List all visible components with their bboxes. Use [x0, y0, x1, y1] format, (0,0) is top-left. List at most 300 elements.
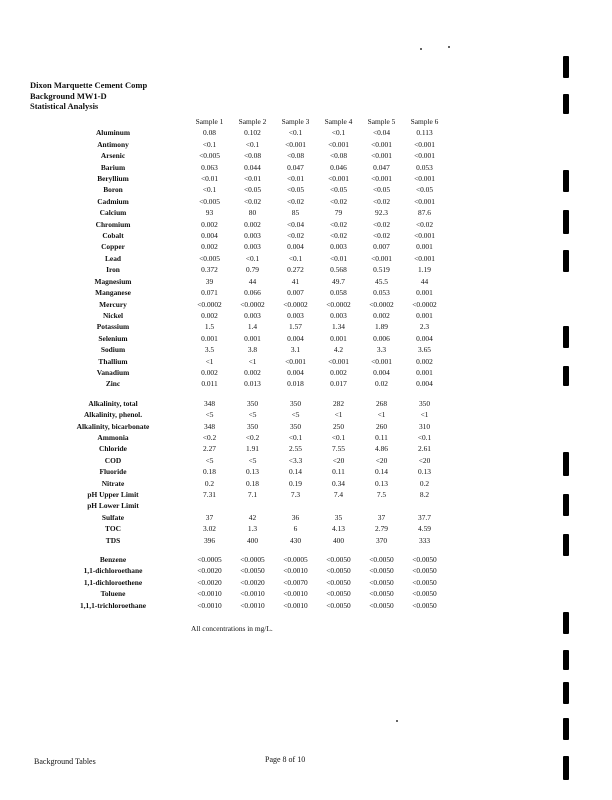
column-header: Sample 4	[324, 117, 353, 126]
table-row	[38, 241, 446, 252]
value-cell: 0.004	[373, 367, 390, 377]
value-cell: 37	[205, 512, 214, 522]
value-cell: <0.0002	[369, 299, 394, 309]
value-cell: 0.002	[244, 367, 261, 377]
value-cell: 0.017	[330, 379, 347, 389]
table-row	[38, 455, 446, 466]
table-row	[38, 139, 446, 150]
value-cell: <0.08	[243, 151, 262, 161]
binding-mark	[563, 756, 569, 780]
value-cell: 87.6	[418, 208, 431, 218]
value-cell: 0.003	[330, 310, 347, 320]
value-cell: 3.65	[418, 345, 431, 355]
value-cell: <0.001	[328, 356, 349, 366]
value-cell: 0.001	[330, 333, 347, 343]
parameter-name: Boron	[103, 185, 123, 195]
value-cell: 0.113	[416, 128, 433, 138]
value-cell: 0.003	[244, 310, 261, 320]
table-row	[38, 321, 446, 332]
value-cell: 0.14	[375, 467, 388, 477]
table-row	[38, 264, 446, 275]
value-cell: 3.1	[290, 345, 301, 355]
parameter-name: Cadmium	[97, 196, 129, 206]
value-cell: <0.08	[286, 151, 305, 161]
value-cell: <0.1	[288, 128, 303, 138]
value-cell: <0.001	[414, 151, 435, 161]
value-cell: 6	[293, 524, 298, 534]
value-cell: 0.003	[287, 310, 304, 320]
scan-speck	[396, 720, 398, 722]
value-cell: 3.02	[203, 524, 216, 534]
column-header: Sample 1	[195, 117, 224, 126]
binding-mark	[563, 326, 569, 348]
table-row	[38, 443, 446, 454]
value-cell: <0.1	[288, 253, 303, 263]
value-cell: 0.063	[201, 162, 218, 172]
value-cell: 4.13	[332, 524, 345, 534]
value-cell: 310	[418, 421, 431, 431]
value-cell: <0.0050	[369, 555, 394, 565]
value-cell: 0.568	[330, 265, 347, 275]
value-cell: 41	[291, 276, 300, 286]
table-row	[38, 600, 446, 611]
value-cell: <0.0010	[197, 600, 222, 610]
value-cell: 1.89	[375, 322, 388, 332]
value-cell: <0.0050	[412, 555, 437, 565]
value-cell: <0.1	[288, 432, 303, 442]
value-cell: 1.5	[204, 322, 215, 332]
parameter-name: Vanadium	[96, 367, 130, 377]
column-header: Sample 2	[238, 117, 267, 126]
value-cell: 0.001	[244, 333, 261, 343]
value-cell: <1	[334, 410, 343, 420]
value-cell: 0.002	[201, 219, 218, 229]
value-cell: 350	[418, 398, 431, 408]
parameter-name: Copper	[101, 242, 125, 252]
value-cell: 0.004	[287, 242, 304, 252]
value-cell: <0.02	[372, 219, 391, 229]
value-cell: 0.003	[244, 242, 261, 252]
value-cell: <0.001	[371, 253, 392, 263]
value-cell: 36	[291, 512, 300, 522]
value-cell: <0.0070	[283, 577, 308, 587]
value-cell: <0.0050	[240, 566, 265, 576]
table-row	[38, 162, 446, 173]
parameter-name: Chloride	[99, 444, 127, 454]
value-cell: 2.79	[375, 524, 388, 534]
value-cell: 2.61	[418, 444, 431, 454]
column-header: Sample 3	[281, 117, 310, 126]
value-cell: 42	[248, 512, 257, 522]
value-cell: 0.004	[201, 231, 218, 241]
value-cell: 333	[418, 535, 431, 545]
value-cell: 4.59	[418, 524, 431, 534]
binding-mark	[563, 682, 569, 704]
value-cell: 350	[246, 398, 259, 408]
value-cell: <0.0002	[240, 299, 265, 309]
value-cell: 0.18	[246, 478, 259, 488]
value-cell: 0.003	[330, 242, 347, 252]
value-cell: <0.01	[200, 174, 219, 184]
value-cell: 44	[248, 276, 257, 286]
value-cell: <0.001	[328, 139, 349, 149]
value-cell: 0.001	[416, 242, 433, 252]
value-cell: <0.001	[414, 231, 435, 241]
value-cell: <5	[248, 455, 257, 465]
value-cell: 80	[248, 208, 257, 218]
value-cell: 0.046	[330, 162, 347, 172]
value-cell: 0.13	[375, 478, 388, 488]
value-cell: <20	[375, 455, 388, 465]
statistical-analysis-table	[38, 116, 446, 611]
value-cell: 7.31	[203, 490, 216, 499]
value-cell: 0.066	[244, 288, 261, 298]
value-cell: <1	[205, 356, 214, 366]
value-cell: <0.1	[245, 139, 260, 149]
table-row	[38, 367, 446, 378]
value-cell: 45.5	[375, 276, 388, 286]
value-cell: 0.102	[244, 128, 261, 138]
value-cell: <0.0002	[197, 299, 222, 309]
value-cell: 0.08	[203, 128, 216, 138]
value-cell: 0.004	[287, 367, 304, 377]
parameter-name: Manganese	[95, 288, 131, 298]
page-number: Page 8 of 10	[265, 755, 306, 764]
value-cell: 0.2	[204, 478, 215, 488]
table-row	[38, 565, 446, 576]
value-cell: <0.0020	[240, 577, 265, 587]
table-header-row	[38, 116, 446, 127]
value-cell: <0.02	[329, 231, 348, 241]
value-cell: <0.02	[415, 219, 434, 229]
parameter-name: Mercury	[99, 299, 127, 309]
value-cell: <0.0050	[369, 589, 394, 599]
value-cell: 1.3	[247, 524, 258, 534]
binding-mark	[563, 170, 569, 192]
value-cell: 268	[375, 398, 388, 408]
value-cell: 0.001	[416, 288, 433, 298]
value-cell: <0.001	[414, 253, 435, 263]
value-cell: <0.04	[286, 219, 305, 229]
value-cell: 0.372	[201, 265, 218, 275]
table-row	[38, 173, 446, 184]
value-cell: <0.0050	[326, 577, 351, 587]
value-cell: 0.002	[201, 367, 218, 377]
value-cell: <0.05	[329, 185, 348, 195]
value-cell: <0.08	[329, 151, 348, 161]
value-cell: <0.0050	[326, 600, 351, 610]
value-cell: <0.0050	[369, 600, 394, 610]
table-row	[38, 421, 446, 432]
value-cell: <0.0050	[369, 566, 394, 576]
parameter-name: Antimony	[97, 139, 129, 149]
value-cell: <0.01	[329, 253, 348, 263]
value-cell: 49.7	[332, 276, 345, 286]
table-row	[38, 184, 446, 195]
value-cell: <0.02	[243, 196, 262, 206]
parameter-column-header	[38, 116, 188, 127]
value-cell	[274, 500, 317, 511]
value-cell: 0.11	[332, 467, 345, 477]
binding-mark	[563, 250, 569, 272]
company-name: Dixon Marquette Cement Comp	[30, 80, 148, 90]
table-row	[38, 127, 446, 138]
value-cell: 37.7	[418, 512, 431, 522]
binding-mark	[563, 494, 569, 516]
value-cell: 0.001	[416, 367, 433, 377]
value-cell: <0.005	[199, 151, 220, 161]
table-row	[38, 333, 446, 344]
value-cell: 2.55	[289, 444, 302, 454]
value-cell: <0.04	[372, 128, 391, 138]
value-cell: 0.011	[201, 379, 218, 389]
value-cell: <1	[420, 410, 429, 420]
value-cell: <0.0050	[369, 577, 394, 587]
value-cell: <0.1	[202, 185, 217, 195]
parameter-name: Barium	[100, 162, 126, 172]
value-cell: <0.02	[329, 196, 348, 206]
value-cell: 0.14	[289, 467, 302, 477]
value-cell: <0.05	[286, 185, 305, 195]
value-cell: <5	[205, 410, 214, 420]
value-cell: 0.018	[287, 379, 304, 389]
value-cell: <0.005	[199, 253, 220, 263]
table-row	[38, 196, 446, 207]
value-cell: 0.18	[203, 467, 216, 477]
value-cell: 3.8	[247, 345, 258, 355]
scan-speck	[420, 48, 422, 50]
value-cell: 37	[377, 512, 386, 522]
value-cell: 0.004	[416, 333, 433, 343]
value-cell: 0.002	[201, 242, 218, 252]
value-cell: <0.02	[329, 219, 348, 229]
parameter-name: Beryllium	[97, 174, 129, 184]
value-cell: <20	[332, 455, 345, 465]
value-cell: <20	[418, 455, 431, 465]
document-header	[30, 80, 147, 112]
binding-mark	[563, 210, 569, 234]
value-cell: <0.02	[286, 196, 305, 206]
value-cell: <0.0002	[412, 299, 437, 309]
value-cell: <0.001	[414, 139, 435, 149]
value-cell: <0.001	[414, 174, 435, 184]
value-cell: <0.001	[371, 174, 392, 184]
value-cell: <0.0050	[326, 555, 351, 565]
table-row	[38, 432, 446, 443]
parameter-name: Aluminum	[95, 128, 131, 138]
table-row	[38, 299, 446, 310]
value-cell: 0.13	[418, 467, 431, 477]
binding-mark	[563, 650, 569, 670]
table-row	[38, 577, 446, 588]
parameter-name: Benzene	[99, 555, 127, 565]
value-cell: <0.0050	[326, 566, 351, 576]
value-cell: <0.0002	[283, 299, 308, 309]
value-cell: <0.02	[372, 231, 391, 241]
value-cell: 396	[203, 535, 216, 545]
value-cell: <0.0050	[412, 589, 437, 599]
parameter-name: Selenium	[98, 333, 128, 343]
value-cell: <5	[291, 410, 300, 420]
value-cell: 0.34	[332, 478, 345, 488]
value-cell: <1	[248, 356, 257, 366]
value-cell: 0.053	[416, 162, 433, 172]
table-row	[38, 230, 446, 241]
table-row	[38, 523, 446, 534]
value-cell: 348	[203, 398, 216, 408]
binding-mark	[563, 718, 569, 740]
value-cell: <0.01	[243, 174, 262, 184]
value-cell: <0.2	[202, 432, 217, 442]
parameter-name: Ammonia	[97, 432, 129, 442]
value-cell: 0.004	[416, 379, 433, 389]
table-row	[38, 489, 446, 500]
value-cell: 0.007	[373, 242, 390, 252]
value-cell: <5	[205, 455, 214, 465]
value-cell: 0.047	[287, 162, 304, 172]
parameter-name: Iron	[106, 265, 120, 275]
table-row	[38, 253, 446, 264]
table-row	[38, 535, 446, 546]
value-cell: <0.1	[417, 432, 432, 442]
value-cell: 35	[334, 512, 343, 522]
table-row	[38, 287, 446, 298]
value-cell: <0.05	[372, 185, 391, 195]
parameter-name: Cobalt	[102, 231, 124, 241]
parameter-name: Nitrate	[101, 478, 125, 488]
value-cell: 400	[332, 535, 345, 545]
value-cell: 400	[246, 535, 259, 545]
value-cell: 1.19	[418, 265, 431, 275]
value-cell: <0.0005	[240, 555, 265, 565]
value-cell: 0.053	[373, 288, 390, 298]
value-cell: 8.2	[419, 490, 430, 499]
parameter-name: Sulfate	[101, 512, 125, 522]
value-cell: <0.2	[245, 432, 260, 442]
parameter-name: Toluene	[100, 589, 126, 599]
table-row	[38, 512, 446, 523]
value-cell: 0.006	[373, 333, 390, 343]
value-cell: 44	[420, 276, 429, 286]
table-row	[38, 588, 446, 599]
value-cell: <0.02	[286, 231, 305, 241]
value-cell: 85	[291, 208, 300, 218]
value-cell: <0.0050	[412, 566, 437, 576]
value-cell: 0.2	[419, 478, 430, 488]
footer-title: Background Tables	[34, 757, 96, 766]
column-header: Sample 5	[367, 117, 396, 126]
value-cell: 7.55	[332, 444, 345, 454]
value-cell: 39	[205, 276, 214, 286]
value-cell: 7.1	[247, 490, 258, 499]
parameter-name: Alkalinity, total	[88, 398, 138, 408]
analysis-title: Statistical Analysis	[30, 101, 99, 111]
parameter-name: Sodium	[100, 345, 126, 355]
value-cell: 0.001	[416, 310, 433, 320]
value-cell: 1.57	[289, 322, 302, 332]
value-cell: <3.3	[288, 455, 303, 465]
table-row	[38, 219, 446, 230]
binding-mark	[563, 366, 569, 386]
value-cell: 0.13	[246, 467, 259, 477]
value-cell: 0.003	[244, 231, 261, 241]
value-cell: <0.001	[414, 196, 435, 206]
value-cell: 0.002	[201, 310, 218, 320]
binding-mark	[563, 94, 569, 114]
value-cell: 260	[375, 421, 388, 431]
value-cell: 0.11	[375, 432, 388, 442]
parameter-name: TDS	[105, 535, 121, 545]
value-cell: 0.004	[287, 333, 304, 343]
value-cell: <0.001	[371, 151, 392, 161]
table-row	[38, 344, 446, 355]
value-cell: 93	[205, 208, 214, 218]
value-cell: 350	[289, 398, 302, 408]
parameter-name: Alkalinity, phenol.	[83, 410, 143, 420]
value-cell: 0.001	[201, 333, 218, 343]
value-cell: <0.001	[285, 139, 306, 149]
value-cell: 7.3	[290, 490, 301, 499]
spacer-cell	[38, 390, 446, 398]
table-row	[38, 150, 446, 161]
value-cell: <0.001	[371, 356, 392, 366]
section-spacer	[38, 546, 446, 554]
value-cell: 350	[246, 421, 259, 431]
value-cell: <0.001	[371, 139, 392, 149]
table-row	[38, 207, 446, 218]
value-cell: <0.0050	[326, 589, 351, 599]
parameter-name: Thallium	[98, 356, 128, 366]
table-row	[38, 466, 446, 477]
value-cell: 0.007	[287, 288, 304, 298]
parameter-name: Magnesium	[94, 276, 132, 286]
parameter-name: Arsenic	[100, 151, 126, 161]
value-cell: 4.86	[375, 444, 388, 454]
value-cell: <0.1	[202, 139, 217, 149]
value-cell: <0.1	[331, 432, 346, 442]
section-spacer	[38, 390, 446, 398]
binding-mark	[563, 612, 569, 634]
value-cell: 0.02	[375, 379, 388, 389]
value-cell: <0.0010	[197, 589, 222, 599]
value-cell: 370	[375, 535, 388, 545]
value-cell: 2.3	[419, 322, 430, 332]
value-cell: <0.0005	[197, 555, 222, 565]
value-cell: 79	[334, 208, 343, 218]
value-cell: 1.91	[246, 444, 259, 454]
value-cell: 0.071	[201, 288, 218, 298]
binding-mark	[563, 56, 569, 78]
value-cell: 282	[332, 398, 345, 408]
value-cell: <0.02	[372, 196, 391, 206]
value-cell: <0.0020	[197, 566, 222, 576]
parameter-name: COD	[104, 455, 122, 465]
value-cell	[403, 500, 446, 511]
document-subtitle: Background MW1-D	[30, 90, 107, 101]
parameter-name: 1,1,1-trichloroethane	[80, 600, 146, 610]
value-cell: 3.5	[204, 345, 215, 355]
value-cell: <0.001	[328, 174, 349, 184]
value-cell: 1.4	[247, 322, 258, 332]
parameter-name: Zinc	[105, 379, 121, 389]
value-cell: <0.1	[245, 253, 260, 263]
table-row	[38, 409, 446, 420]
parameter-name: Alkalinity, bicarbonate	[76, 421, 150, 431]
units-note: All concentrations in mg/L.	[191, 624, 273, 633]
value-cell: 0.058	[330, 288, 347, 298]
value-cell: <0.0010	[283, 600, 308, 610]
value-cell: <0.0010	[240, 600, 265, 610]
